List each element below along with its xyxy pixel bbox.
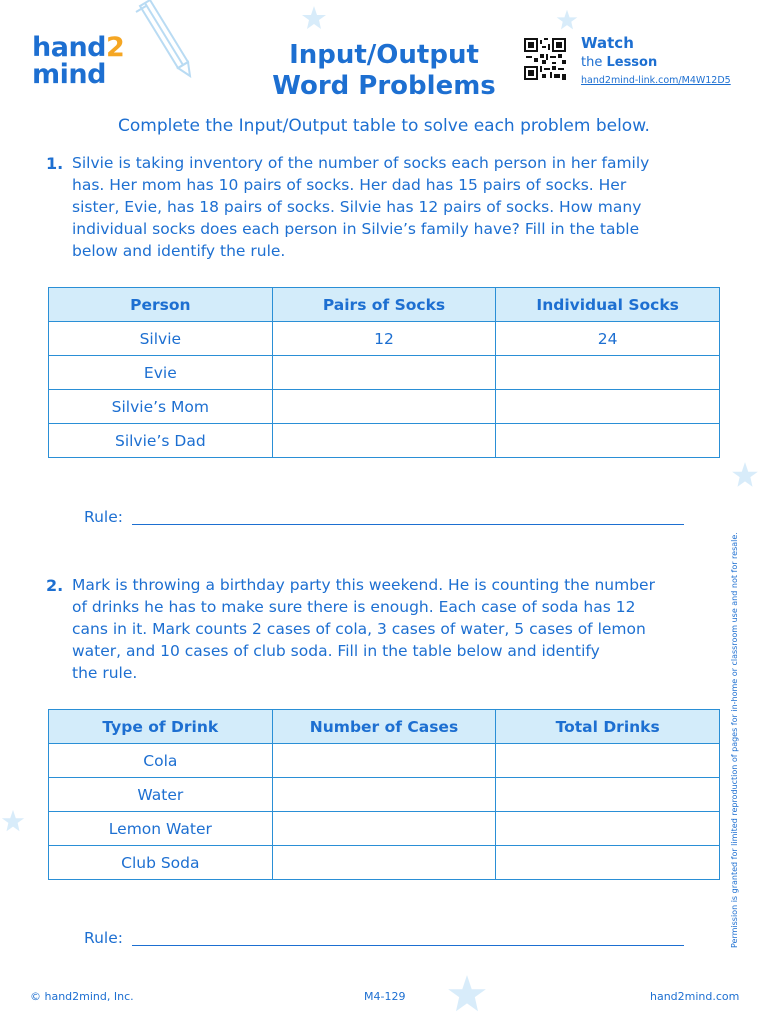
table-cell[interactable] [496, 356, 720, 390]
column-header: Type of Drink [49, 710, 273, 744]
lesson-link[interactable]: hand2mind-link.com/M4W12D5 [581, 75, 731, 86]
table-cell[interactable] [272, 356, 496, 390]
table-header-row [49, 288, 720, 322]
problem-2-number: 2. [46, 576, 64, 595]
table-row [49, 424, 720, 458]
watch-label: Watch [581, 34, 634, 52]
table-cell: Club Soda [49, 846, 273, 880]
star-decoration-icon [555, 8, 579, 32]
column-header: Person [49, 288, 273, 322]
table-cell: Evie [49, 356, 273, 390]
table-cell[interactable] [272, 424, 496, 458]
star-decoration-icon [730, 460, 760, 490]
column-header: Individual Socks [496, 288, 720, 322]
table-cell[interactable] [496, 846, 720, 880]
table-cell: Silvie [49, 322, 273, 356]
problem-1-number: 1. [46, 154, 64, 173]
table-cell[interactable] [496, 744, 720, 778]
table-row [49, 356, 720, 390]
table-cell: Silvie’s Mom [49, 390, 273, 424]
table-cell[interactable] [496, 390, 720, 424]
table-cell[interactable] [272, 778, 496, 812]
column-header: Number of Cases [272, 710, 496, 744]
column-header: Pairs of Socks [272, 288, 496, 322]
star-decoration-icon [300, 4, 328, 32]
qr-code-icon[interactable] [524, 38, 566, 80]
table-cell: Silvie’s Dad [49, 424, 273, 458]
star-decoration-icon [445, 972, 489, 1016]
table-row [49, 778, 720, 812]
table-row [49, 812, 720, 846]
rule-answer-line[interactable] [132, 945, 684, 946]
lesson-label: the Lesson [581, 55, 658, 70]
table-cell[interactable] [496, 812, 720, 846]
table-header-row [49, 710, 720, 744]
table-cell: Lemon Water [49, 812, 273, 846]
table-row [49, 322, 720, 356]
instructions: Complete the Input/Output table to solve each problem below. [118, 116, 650, 136]
table-cell[interactable]: 12 [272, 322, 496, 356]
rule-answer-line[interactable] [132, 524, 684, 525]
problem-2-text: Mark is throwing a birthday party this weekend. He is counting the number of drinks he has to make sure there is enough. Each case of soda has 12 cans in it. Mark counts 2 cases of cola, 3 cases of water, 5 cases of lemon water, and 10 cases of club soda. Fill in the table below and identify the rule. [72, 576, 655, 682]
table-cell[interactable] [272, 812, 496, 846]
rule-label: Rule: [84, 929, 123, 947]
table-row [49, 846, 720, 880]
hand2mind-logo: hand2 mind [32, 32, 125, 90]
table-row [49, 744, 720, 778]
table-cell[interactable] [496, 778, 720, 812]
column-header: Total Drinks [496, 710, 720, 744]
drinks-table [48, 709, 720, 880]
footer-copyright: © hand2mind, Inc. [30, 990, 134, 1003]
problem-1-text: Silvie is taking inventory of the number of socks each person in her family has. Her mom has 10 pairs of socks. Her dad has 15 pairs of socks. Her sister, Evie, has 18 pairs of socks. Silvie has 12 pairs of socks. How many individual socks does each person in Silvie’s family have? Fill in the table below and identify the rule. [72, 154, 650, 260]
table-cell[interactable]: 24 [496, 322, 720, 356]
permission-note: Permission is granted for limited reproduction of pages for in-home or classroom use and not for resale. [730, 532, 739, 948]
socks-table [48, 287, 720, 458]
table-cell[interactable] [496, 424, 720, 458]
footer-site[interactable]: hand2mind.com [650, 990, 740, 1003]
star-decoration-icon [0, 808, 26, 834]
table-cell[interactable] [272, 744, 496, 778]
rule-label: Rule: [84, 508, 123, 526]
table-cell: Water [49, 778, 273, 812]
page-title: Input/Output Word Problems [272, 40, 496, 101]
table-cell[interactable] [272, 390, 496, 424]
table-row [49, 390, 720, 424]
table-cell: Cola [49, 744, 273, 778]
footer-page-code: M4-129 [364, 990, 406, 1003]
table-cell[interactable] [272, 846, 496, 880]
